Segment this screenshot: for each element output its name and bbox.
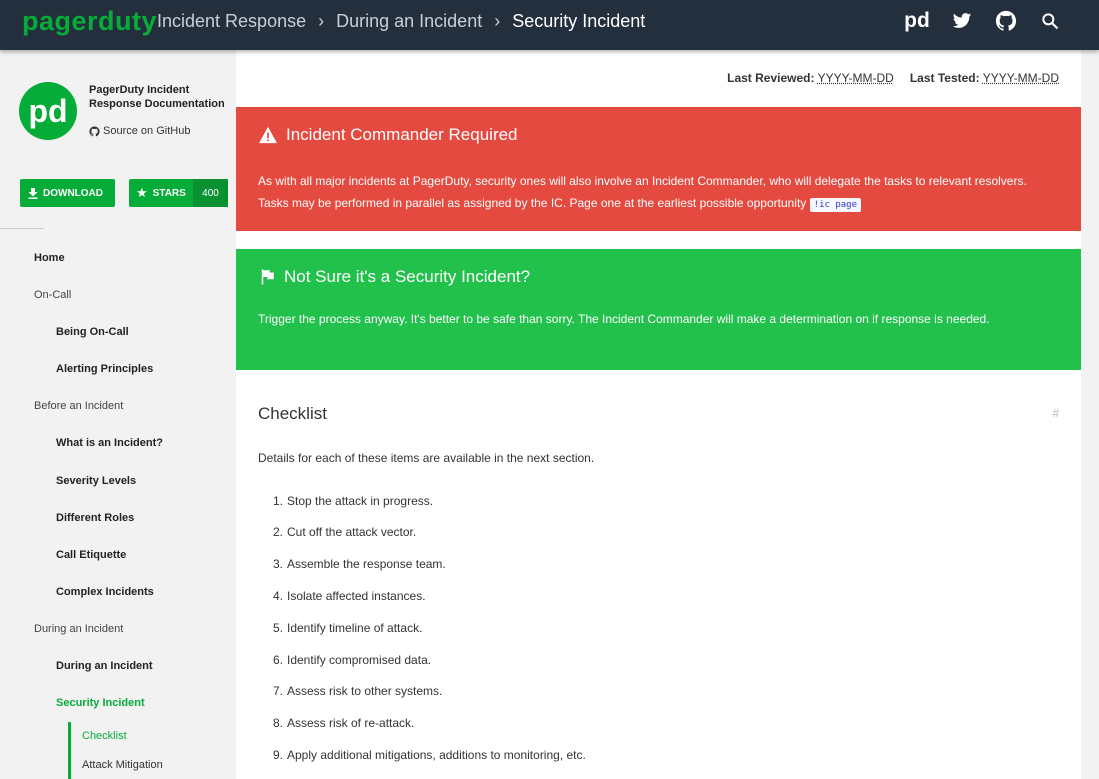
list-item-text: Stop the attack in progress. <box>287 494 434 508</box>
warning-icon <box>258 126 278 144</box>
warning-admonition <box>236 107 1081 231</box>
sidebar-item-different-roles[interactable]: Different Roles <box>56 512 135 524</box>
toc-item-attack-mitigation[interactable]: Attack Mitigation <box>82 759 163 771</box>
site-title[interactable]: PagerDuty Incident Response Documentation <box>89 84 225 110</box>
page-gutter <box>1081 50 1099 779</box>
note-admonition <box>236 249 1081 370</box>
checklist-anchor-link[interactable]: # <box>1052 406 1059 420</box>
main-content <box>236 50 1081 779</box>
list-item: 2. Cut off the attack vector. <box>272 525 417 539</box>
list-item: 5. Identify timeline of attack. <box>272 621 423 635</box>
note-title <box>258 267 530 287</box>
list-item: 9. Apply additional mitigations, additions to monitoring, etc. <box>272 748 586 762</box>
star-icon: ★ <box>136 185 148 200</box>
warning-title <box>258 125 518 145</box>
sidebar-item-being-on-call[interactable]: Being On-Call <box>56 326 129 338</box>
last-tested-date: YYYY-MM-DD <box>982 71 1059 85</box>
sidebar-item-what-is-an-incident[interactable]: What is an Incident? <box>56 437 163 449</box>
download-button[interactable] <box>20 179 115 207</box>
breadcrumb <box>157 9 645 33</box>
list-item-text: Assemble the response team. <box>287 557 446 571</box>
breadcrumb-item-incident-response[interactable]: Incident Response <box>157 10 307 31</box>
pagerduty-logo[interactable]: pagerduty <box>22 6 158 36</box>
note-body: Trigger the process anyway. It's better to be safe than sorry. The Incident Commander will make a determination on if response is needed. <box>258 312 990 326</box>
list-item: 3. Assemble the response team. <box>272 557 446 571</box>
list-item-text: Isolate affected instances. <box>287 589 426 603</box>
top-navbar <box>0 0 1099 50</box>
search-icon[interactable] <box>1038 9 1062 33</box>
download-icon <box>28 188 38 199</box>
download-label: DOWNLOAD <box>43 187 103 199</box>
list-item: 8. Assess risk of re-attack. <box>272 716 415 730</box>
list-item-text: Identify timeline of attack. <box>287 621 423 635</box>
list-item-text: Apply additional mitigations, additions to monitoring, etc. <box>287 748 586 762</box>
list-item-text: Assess risk of re-attack. <box>287 716 415 730</box>
list-item-text: Assess risk to other systems. <box>287 684 443 698</box>
list-item: 1. Stop the attack in progress. <box>272 494 434 508</box>
list-item-text: Cut off the attack vector. <box>287 525 417 539</box>
flag-icon <box>258 268 276 286</box>
last-reviewed-date: YYYY-MM-DD <box>817 71 894 85</box>
warning-body-text: As with all major incidents at PagerDuty, security ones will also involve an Incident Commander, who will delegate the tasks to relevant resolvers. Tasks may be performed in parallel as assigned by the IC. Page one at the earliest possible opportunity <box>258 174 1027 210</box>
chevron-right-icon: › <box>494 10 501 31</box>
warning-body <box>258 170 1048 216</box>
last-tested-label: Last Tested: <box>909 71 980 85</box>
toc-active-indicator <box>68 722 71 779</box>
source-on-github-link[interactable] <box>89 125 190 137</box>
sidebar-item-call-etiquette[interactable]: Call Etiquette <box>56 549 127 561</box>
last-tested <box>910 71 1059 85</box>
last-reviewed-label: Last Reviewed: <box>727 71 815 85</box>
github-icon <box>89 126 100 137</box>
sidebar-divider <box>0 228 44 229</box>
warning-title-text: Incident Commander Required <box>286 125 518 144</box>
stars-label: STARS <box>152 187 186 199</box>
last-reviewed <box>727 71 894 85</box>
sidebar-section-during-an-incident[interactable]: During an Incident <box>34 623 124 635</box>
sidebar-item-security-incident[interactable]: Security Incident <box>56 697 145 709</box>
list-item: 7. Assess risk to other systems. <box>272 684 443 698</box>
list-item-text: Identify compromised data. <box>287 653 432 667</box>
list-item: 4. Isolate affected instances. <box>272 589 426 603</box>
source-link-label: Source on GitHub <box>103 125 191 137</box>
github-stars-button[interactable] <box>129 179 228 207</box>
sidebar-item-home[interactable]: Home <box>34 252 65 264</box>
toc-item-checklist[interactable]: Checklist <box>82 730 127 742</box>
checklist-intro: Details for each of these items are available in the next section. <box>258 451 595 465</box>
twitter-icon[interactable] <box>950 9 974 33</box>
chevron-right-icon: › <box>318 10 325 31</box>
stars-count: 400 <box>193 179 228 207</box>
breadcrumb-item-current: Security Incident <box>512 10 646 31</box>
sidebar <box>0 50 235 779</box>
page-meta <box>727 71 1059 85</box>
sidebar-item-severity-levels[interactable]: Severity Levels <box>56 475 137 487</box>
sidebar-item-during-an-incident[interactable]: During an Incident <box>56 660 153 672</box>
sidebar-section-before-an-incident[interactable]: Before an Incident <box>34 400 124 412</box>
pd-icon[interactable]: pd <box>904 9 930 32</box>
pd-logo-badge[interactable]: pd <box>19 82 77 140</box>
list-item: 6. Identify compromised data. <box>272 653 432 667</box>
note-title-text: Not Sure it's a Security Incident? <box>284 267 531 286</box>
breadcrumb-item-during-an-incident[interactable]: During an Incident <box>336 10 483 31</box>
checklist-heading: Checklist <box>258 404 327 423</box>
ic-page-command: !ic page <box>810 198 861 212</box>
sidebar-section-on-call[interactable]: On-Call <box>34 289 72 301</box>
github-icon[interactable] <box>994 9 1018 33</box>
sidebar-item-alerting-principles[interactable]: Alerting Principles <box>56 363 154 375</box>
sidebar-item-complex-incidents[interactable]: Complex Incidents <box>56 586 154 598</box>
